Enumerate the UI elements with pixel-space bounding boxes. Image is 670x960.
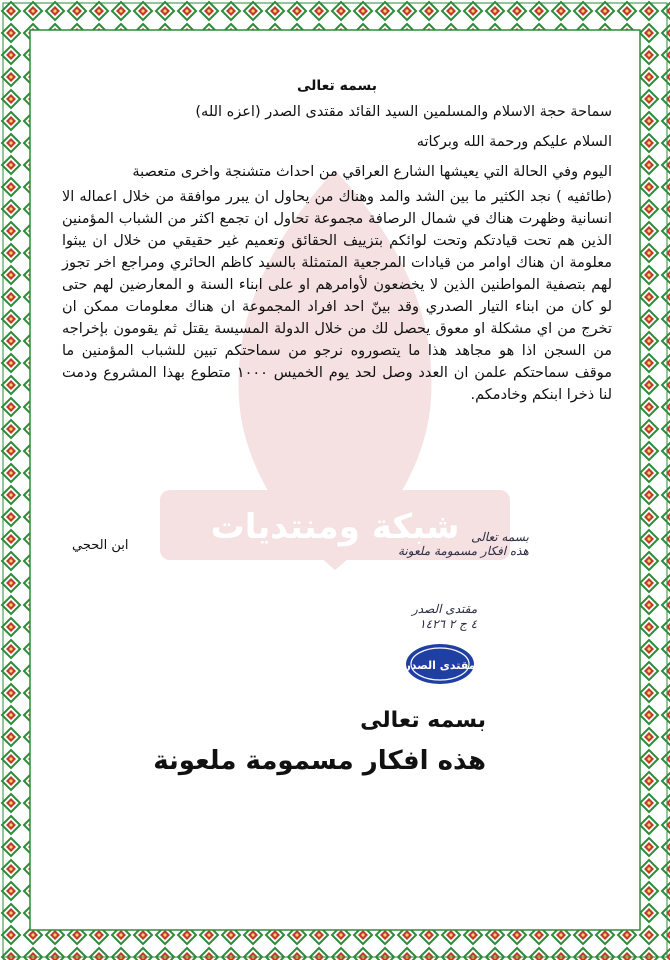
letter-body xyxy=(62,78,612,406)
sender-name: ابن الحجي xyxy=(72,538,129,553)
letter-greeting: السلام عليكم ورحمة الله وبركاته xyxy=(416,134,612,150)
watermark-text: شبكة ومنتديات xyxy=(210,507,460,547)
letter-basmala: بسمه تعالى xyxy=(296,78,378,94)
letter-addressee: سماحة حجة الاسلام والمسلمين السيد القائد مقتدى الصدر (اعزه الله) xyxy=(195,104,612,120)
handwritten-reply xyxy=(398,530,529,558)
handwritten-date: ٤ ج ٢ ١٤٢٦ xyxy=(419,617,478,631)
typed-headline: هذه افكار مسمومة ملعونة xyxy=(153,746,486,776)
handwritten-basmala: بسمه تعالى xyxy=(471,530,529,544)
handwritten-signature-block xyxy=(412,602,477,632)
handwritten-signature: مقتدى الصدر xyxy=(412,602,478,616)
letter-intro: اليوم وفي الحالة التي يعيشها الشارع العراقي من احداث متشنجة واخرى متعصبة xyxy=(132,164,612,180)
typed-basmala: بسمه تعالى xyxy=(360,708,486,733)
blue-seal-stamp xyxy=(404,642,476,686)
letter-paragraph: (طائفيه ) نجد الكثير ما بين الشد والمد وهناك من يحاول ان يبرر موافقة من خلال اعماله الا انسانية وظهرت هناك في شمال الرصافة مجموعة تحاول ان تجمع اكثر من الشباب المؤمنين الذين هم تحت قيادتكم وتحت لوائكم بتزييف الحقائق وتعميم غير حقيقي من خلال ان يبثوا معلومة ان هناك اوامر من قيادات المرجعية المتمثلة بالسيد كاظم الحائري ومراجع اخر تجوز لهم بتصفية المواطنين الذين لا يخضعون لأوامرهم او على ابناء السنة و المعارضين لهم حتى لو كان من ابناء التيار الصدري وقد بينّ احد افراد المجموعة ان هناك معلومات ممكن ان تخرج من اي مشكلة او معوق يحصل لك من خلال الدولة المسيسة يقتل ثم يقومون بإخراجه من السجن اذا هو مجاهد هذا ما يتصوروه نرجو من سماحتكم تبين للشباب المؤمنين ما موقف سماحتكم علمن ان العدد وصل لحد يوم الخميس ١٠٠٠ متطوع بهذا المشروع ودمت لنا ذخرا ابنكم وخادمكم. xyxy=(62,189,612,403)
seal-text: مقتدى الصدر xyxy=(404,659,476,672)
handwritten-verdict: هذه افكار مسمومة ملعونة xyxy=(398,544,529,558)
